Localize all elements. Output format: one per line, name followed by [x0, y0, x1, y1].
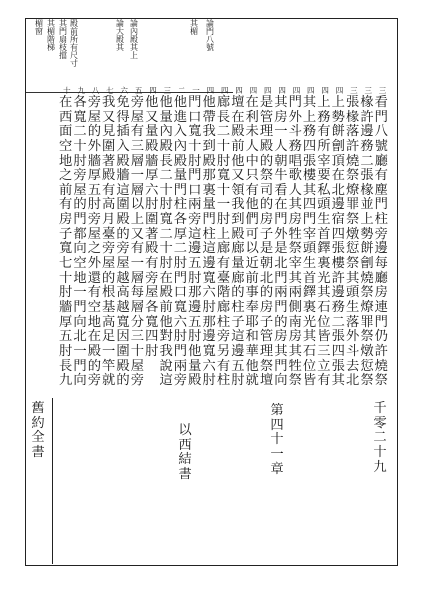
- verse-number: 四: [278, 86, 286, 95]
- verse-number: 一: [192, 86, 200, 95]
- text-column: 他 帶 我 到 殿 那 裏 量 門 柱 這 邊 寬 六 肘 那 邊 寬 六 肘: [202, 95, 216, 389]
- marginal-note: 論大殿其: [116, 19, 124, 52]
- verse-number: 七: [106, 86, 114, 95]
- text-column: 看 門 八 號 廳 有 塵 門 柱 旁 邊 每 廳 房 連 門 仍 許 燒 祭: [374, 95, 388, 389]
- marginal-note: 楣窗: [35, 19, 43, 36]
- text-column: 他 又 量 殿 牆 厚 六 肘 圍 著 殿 有 旁 屋 各 寬 四 肘: [145, 95, 159, 359]
- marginal-note: 其楣: [190, 19, 198, 36]
- text-column: 上 勢 餅 劊 頂 在 北 邊 宿 四 張 樓 許 邊 務 二 張 四 張 其: [331, 95, 345, 389]
- text-column: 其 上 務 四 張 樓 其 四 門 宰 頭 生 首 鐸 裏 光 其 石 位 皆: [302, 95, 317, 389]
- marginal-note: 其楣階梯: [47, 19, 55, 52]
- marginal-note: 論門八號: [206, 19, 214, 52]
- text-column: 免 得 插 入 殿 牆 這 圍 殿 的 旁 屋 越 高 越 寬 因 圍 殿 的: [116, 95, 130, 389]
- verse-number: 四: [220, 86, 229, 95]
- verse-number: 六: [120, 86, 129, 95]
- text-column: 他 進 入 內 殿 量 門 柱 各 厚 二 肘 門 口 寬 六 肘 門 兩 旁: [173, 95, 188, 389]
- text-column: 門 外 斗 務 唱 歌 人 其 房 牲 祭 宰 其 兩 側 南 房 其 牲 祭: [288, 95, 302, 389]
- text-column: 旁 屋 的 外 牆 厚 五 肘 旁 屋 之 外 還 有 空 地 在 殿 的 旁: [87, 95, 101, 389]
- text-column: 張 椽 落 許 燒 祭 燎 罪 祭 燉 愆 祭 其 頭 生 落 外 斗 去 北: [345, 95, 360, 389]
- text-column: 其 房 一 人 朝 牛 看 在 門 外 是 北 門 兩 門 的 房 其 門 向: [274, 95, 288, 389]
- marginal-note: 其門扇枝擋: [59, 19, 67, 60]
- text-column: 門 口 寬 十 肘 門 口 兩 旁 這 邊 五 肘 那 邊 五 肘 他 量 殿: [188, 95, 202, 389]
- marginal-note: 論內殿其上: [130, 19, 138, 60]
- footer-page-number: 千 零 二 十 九: [373, 401, 387, 475]
- text-column: 上 務 有 所 宰 要 私 頭 生 首 鐸 裏 光 其 石 位 皆 三 立 有: [317, 95, 331, 389]
- text-column: 椽 許 邊 務 二 張 椽 並 上 勢 餅 劊 燒 祭 燎 罪 祭 燉 愆 祭: [360, 95, 374, 389]
- verse-number: 五: [134, 86, 143, 95]
- text-column: 他 量 內 殿 長 二 十 肘 寬 二 十 肘 在 殿 前 他 對 我 說 這: [159, 95, 173, 389]
- verse-number: 四: [249, 86, 258, 95]
- marginal-note: 殿前所有尺寸: [70, 19, 78, 68]
- text-column: 各 寬 二 十 肘 旁 屋 的 門 都 向 空 地 一 門 向 北 一 門 向: [73, 95, 87, 389]
- text-column: 廊 長 二 十 肘 寬 十 一 肘 上 廊 有 臺 階 廊 柱 旁 另 有 柱: [216, 95, 231, 389]
- text-column: 在 西 面 空 地 之 前 有 房 子 寬 七 十 肘 牆 厚 五 肘 長 九: [59, 95, 73, 389]
- verse-number: 四: [149, 86, 157, 95]
- verse-number: 四: [235, 86, 243, 95]
- footer-chapter: 第 四 十 一 章: [270, 403, 284, 477]
- verse-number: 四: [307, 86, 315, 95]
- verse-number: 四: [321, 86, 329, 95]
- header-divider: [26, 92, 233, 93]
- verse-number: 三: [350, 86, 358, 95]
- verse-number: 四: [206, 86, 215, 95]
- text-column: 是 管 理 殿 的 祭 司 的 房 子 是 朝 北 的 房 子 管 理 祭 壇: [259, 95, 274, 389]
- verse-number: 四: [292, 86, 301, 95]
- verse-number: 二: [177, 86, 186, 95]
- verse-number: 十: [63, 86, 71, 95]
- text-column: 在 利 未 人 中 只 有 他 們 可 以 近 前 事 奉 耶 和 華 他 就: [245, 95, 259, 389]
- text-column: 我 又 見 圍 著 殿 有 高 月 臺 旁 屋 的 根 基 高 足 一 竿 就: [102, 95, 116, 389]
- verse-number: 八: [91, 86, 100, 95]
- footer-rule-left: [52, 398, 53, 564]
- verse-number: 四: [335, 86, 344, 95]
- footer-title: 舊 約 全 書: [31, 401, 45, 460]
- verse-number: 三: [163, 86, 172, 95]
- text-column: 壇 在 殿 前 他 又 領 我 到 殿 廊 量 廊 的 柱 子 這 邊 五 肘: [231, 95, 245, 389]
- text-column: 旁 屋 有 三 層 一 層 以 上 又 有 一 層 每 層 分 三 十 屋 旁: [130, 95, 145, 389]
- verse-number: 四: [264, 86, 272, 95]
- verse-number: 三: [378, 86, 387, 95]
- verse-number: 三: [364, 86, 372, 95]
- footer-book: 以 西 結 書: [178, 423, 192, 482]
- verse-number: 九: [77, 86, 85, 95]
